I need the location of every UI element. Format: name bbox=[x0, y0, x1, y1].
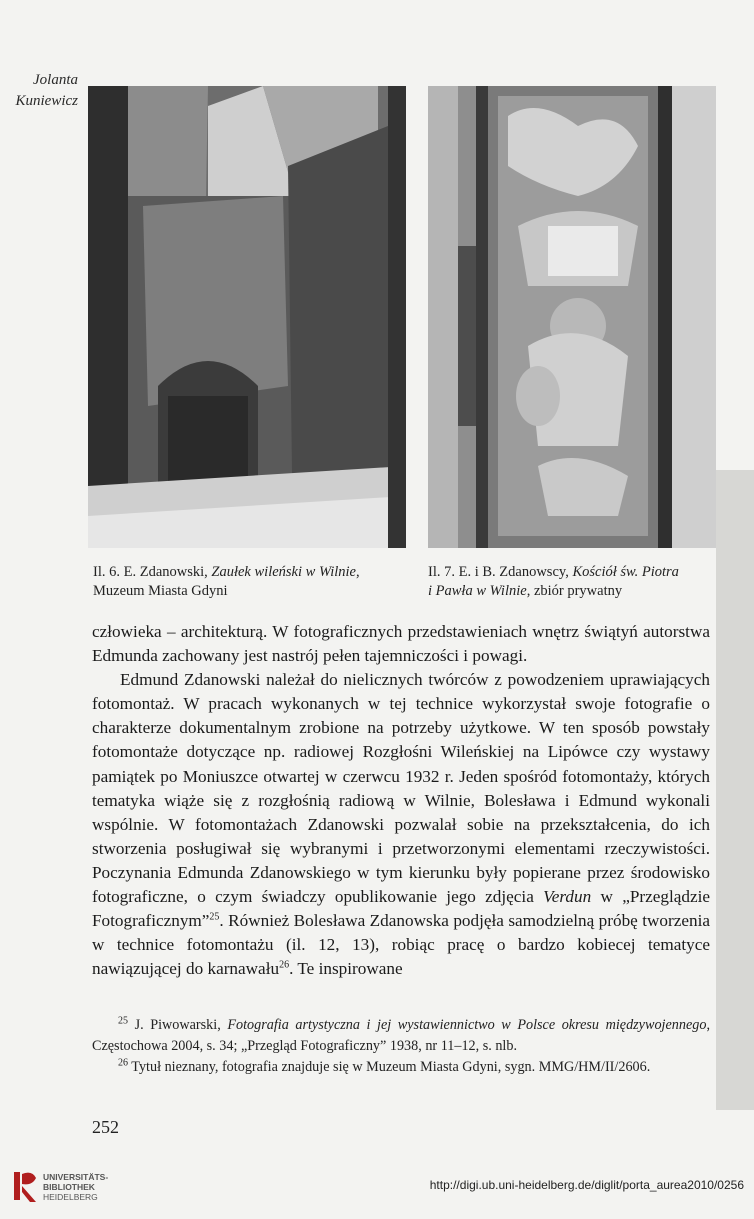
paragraph-2 bbox=[92, 668, 710, 981]
figure-7-photo bbox=[428, 86, 716, 548]
page-number: 252 bbox=[92, 1117, 119, 1137]
figure-6-photo bbox=[88, 86, 406, 548]
body-text bbox=[92, 620, 710, 981]
author-first-name: Jolanta bbox=[33, 72, 78, 88]
caption-lead: Il. 6. E. Zdanowski, bbox=[93, 564, 212, 580]
caption-lead: Il. 7. E. i B. Zdanowscy, bbox=[428, 564, 573, 580]
footnote-25 bbox=[92, 1015, 710, 1057]
text-run: , Częstochowa 2004, s. 34; „Przegląd Fotograficzny” 1938, nr 11–12, s. nlb. bbox=[92, 1017, 710, 1054]
library-line-2: BIBLIOTHEK bbox=[43, 1182, 95, 1192]
caption-title: Kościół św. Piotra bbox=[572, 564, 679, 580]
text-run: . Te inspirowane bbox=[289, 959, 403, 979]
footnote-number: 25 bbox=[118, 1015, 128, 1027]
caption-source: Muzeum Miasta Gdyni bbox=[93, 583, 228, 599]
footnote-26 bbox=[92, 1057, 710, 1078]
library-line-3: HEIDELBERG bbox=[43, 1192, 98, 1202]
text-run: J. Piwowarski, bbox=[128, 1017, 228, 1033]
figure-7-caption bbox=[428, 563, 728, 601]
caption-title: Zaułek wileński w Wilnie bbox=[211, 564, 356, 580]
italic-title: Fotografia artystyczna i jej wystawiennictwo w Polsce okresu międzywojennego bbox=[227, 1017, 707, 1033]
author-last-name: Kuniewicz bbox=[15, 93, 78, 109]
source-url[interactable]: http://digi.ub.uni-heidelberg.de/diglit/porta_aurea2010/0256 bbox=[429, 1178, 744, 1192]
caption-tail: , bbox=[356, 564, 360, 580]
footnotes bbox=[92, 1015, 710, 1078]
library-name bbox=[43, 1172, 108, 1202]
text-run: w „Przeglądzie Fotograficznym” bbox=[92, 887, 710, 931]
library-logo-icon bbox=[10, 1168, 40, 1204]
caption-title-cont: i Pawła w Wilnie bbox=[428, 583, 527, 599]
caption-source: , zbiór prywatny bbox=[526, 583, 623, 599]
text-run: Tytuł nieznany, fotografia znajduje się w Muzeum Miasta Gdyni, sygn. MMG/HM/II/2606. bbox=[128, 1059, 651, 1075]
footnote-number: 26 bbox=[118, 1057, 128, 1069]
paragraph-1: człowieka – architekturą. W fotograficznych przedstawieniach wnętrz świątyń autorstwa Edmunda zachowany jest nastrój pełen tajemniczości i powagi. bbox=[92, 622, 710, 666]
italic-title: Verdun bbox=[543, 887, 592, 907]
figure-6-caption bbox=[93, 563, 413, 601]
text-run: Edmund Zdanowski należał do nielicznych twórców z powodzeniem uprawiających fotomontaż. W pracach wykonanych w tej technice wykorzystał swoje fotografie o charakterze dokumentalnym zrobione na potrzeby użytkowe. W ten sposób powstały fotomontaże dotyczące np. radiowej Rozgłośni Wileńskiej na Lipówce czy wystawy pamiątek po Moniuszce otwartej w czerwcu 1932 r. Jeden spośród fotomontaży, których tematyka wiąże się z rozgłośnią radiową w Wilnie, Bolesława i Edmund wykonali wspólnie. W fotomontażach Zdanowski pozwalał sobie na przekształcenia, do ich stworzenia posługiwał się wybranymi i przetworzonymi elementami rzeczywistości. Poczynania Edmunda Zdanowskiego w tym kierunku były popierane przez środowisko fotograficzne, o czym świadczy opublikowanie jego zdjęcia bbox=[92, 670, 710, 907]
text-run: . Również Bolesława Zdanowska podjęła samodzielną próbę tworzenia w technice fotomontażu (il. 12, 13), robiąc pracę o bardzo kobiecej tematyce nawiązującej do karnawału bbox=[92, 911, 710, 979]
library-line-1: UNIVERSITÄTS- bbox=[43, 1172, 109, 1182]
footnote-ref-26: 26 bbox=[279, 959, 290, 971]
footnote-ref-25: 25 bbox=[209, 911, 220, 923]
running-author bbox=[0, 70, 78, 112]
